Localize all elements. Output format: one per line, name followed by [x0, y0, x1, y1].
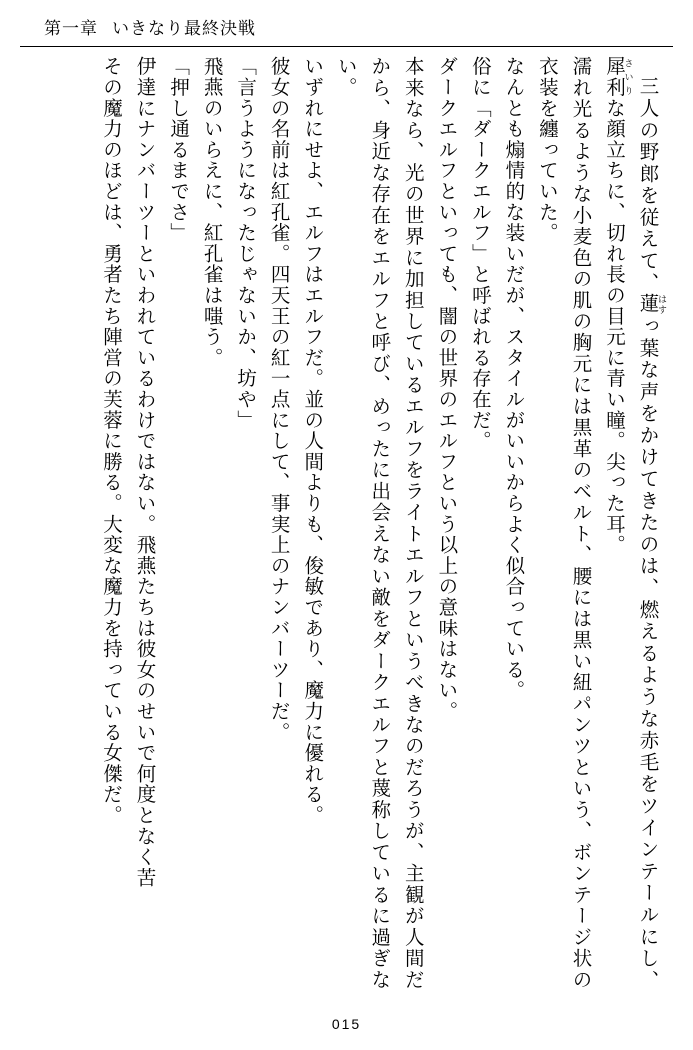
- ruby-hasu: 蓮 はす: [636, 293, 667, 316]
- paragraph: 俗に「ダークエルフ」と呼ばれる存在だ。: [468, 56, 490, 452]
- paragraph: 濡れ光るような小麦色の肌の胸元には黒革のベルト、腰には黒い紐パンツという、ボンテージ状の衣装を纏っていた。: [535, 56, 591, 990]
- chapter-number: 第一章: [44, 19, 98, 38]
- dialogue-line: 「言うようになったじゃないか、坊や」: [234, 56, 256, 431]
- paragraph: 本来なら、光の世界に加担しているエルフをライトエルフというべきなのだろうが、主観が人間だから、身近な存在をエルフと呼び、めったに出会えない敵をダークエルフと蔑称しているに過ぎない。: [334, 56, 423, 990]
- paragraph: 伊達にナンバーツーといわれているわけではない。飛燕たちは彼女のせいで何度となく苦: [133, 56, 155, 888]
- ruby-sairi: 犀利 さいり: [602, 56, 634, 98]
- header-divider: [20, 46, 673, 47]
- paragraph: 飛燕のいらえに、紅孔雀は嗤う。: [200, 56, 222, 368]
- paragraph: なんとも煽情的な装いだが、スタイルがいいからよく似合っている。: [502, 56, 524, 701]
- running-header: [44, 14, 649, 44]
- chapter-title: いきなり最終決戦: [112, 19, 256, 38]
- dialogue-line: 「押し通るまでさ」: [167, 56, 189, 244]
- page-number: 015: [331, 1016, 362, 1032]
- paragraph: いずれにせよ、エルフはエルフだ。並の人間よりも、俊敏であり、魔力に優れる。: [301, 56, 323, 826]
- paragraph: ダークエルフといっても、闇の世界のエルフという以上の意味はない。: [435, 56, 457, 722]
- paragraph: 彼女の名前は紅孔雀。四天王の紅一点にして、事実上のナンバーツーだ。: [267, 56, 289, 743]
- paragraph: 三人の野郎を従えて、蓮 はすっ葉な声をかけてきたのは、燃えるような赤毛をツインテールにし、犀利 さいりな顔立ちに、切れ長の目元に青い瞳。尖った耳。: [602, 56, 667, 990]
- page-body: [26, 56, 667, 990]
- paragraph: その魔力のほどは、勇者たち陣営の芙蓉に勝る。大変な魔力を持っている女傑だ。: [100, 56, 121, 826]
